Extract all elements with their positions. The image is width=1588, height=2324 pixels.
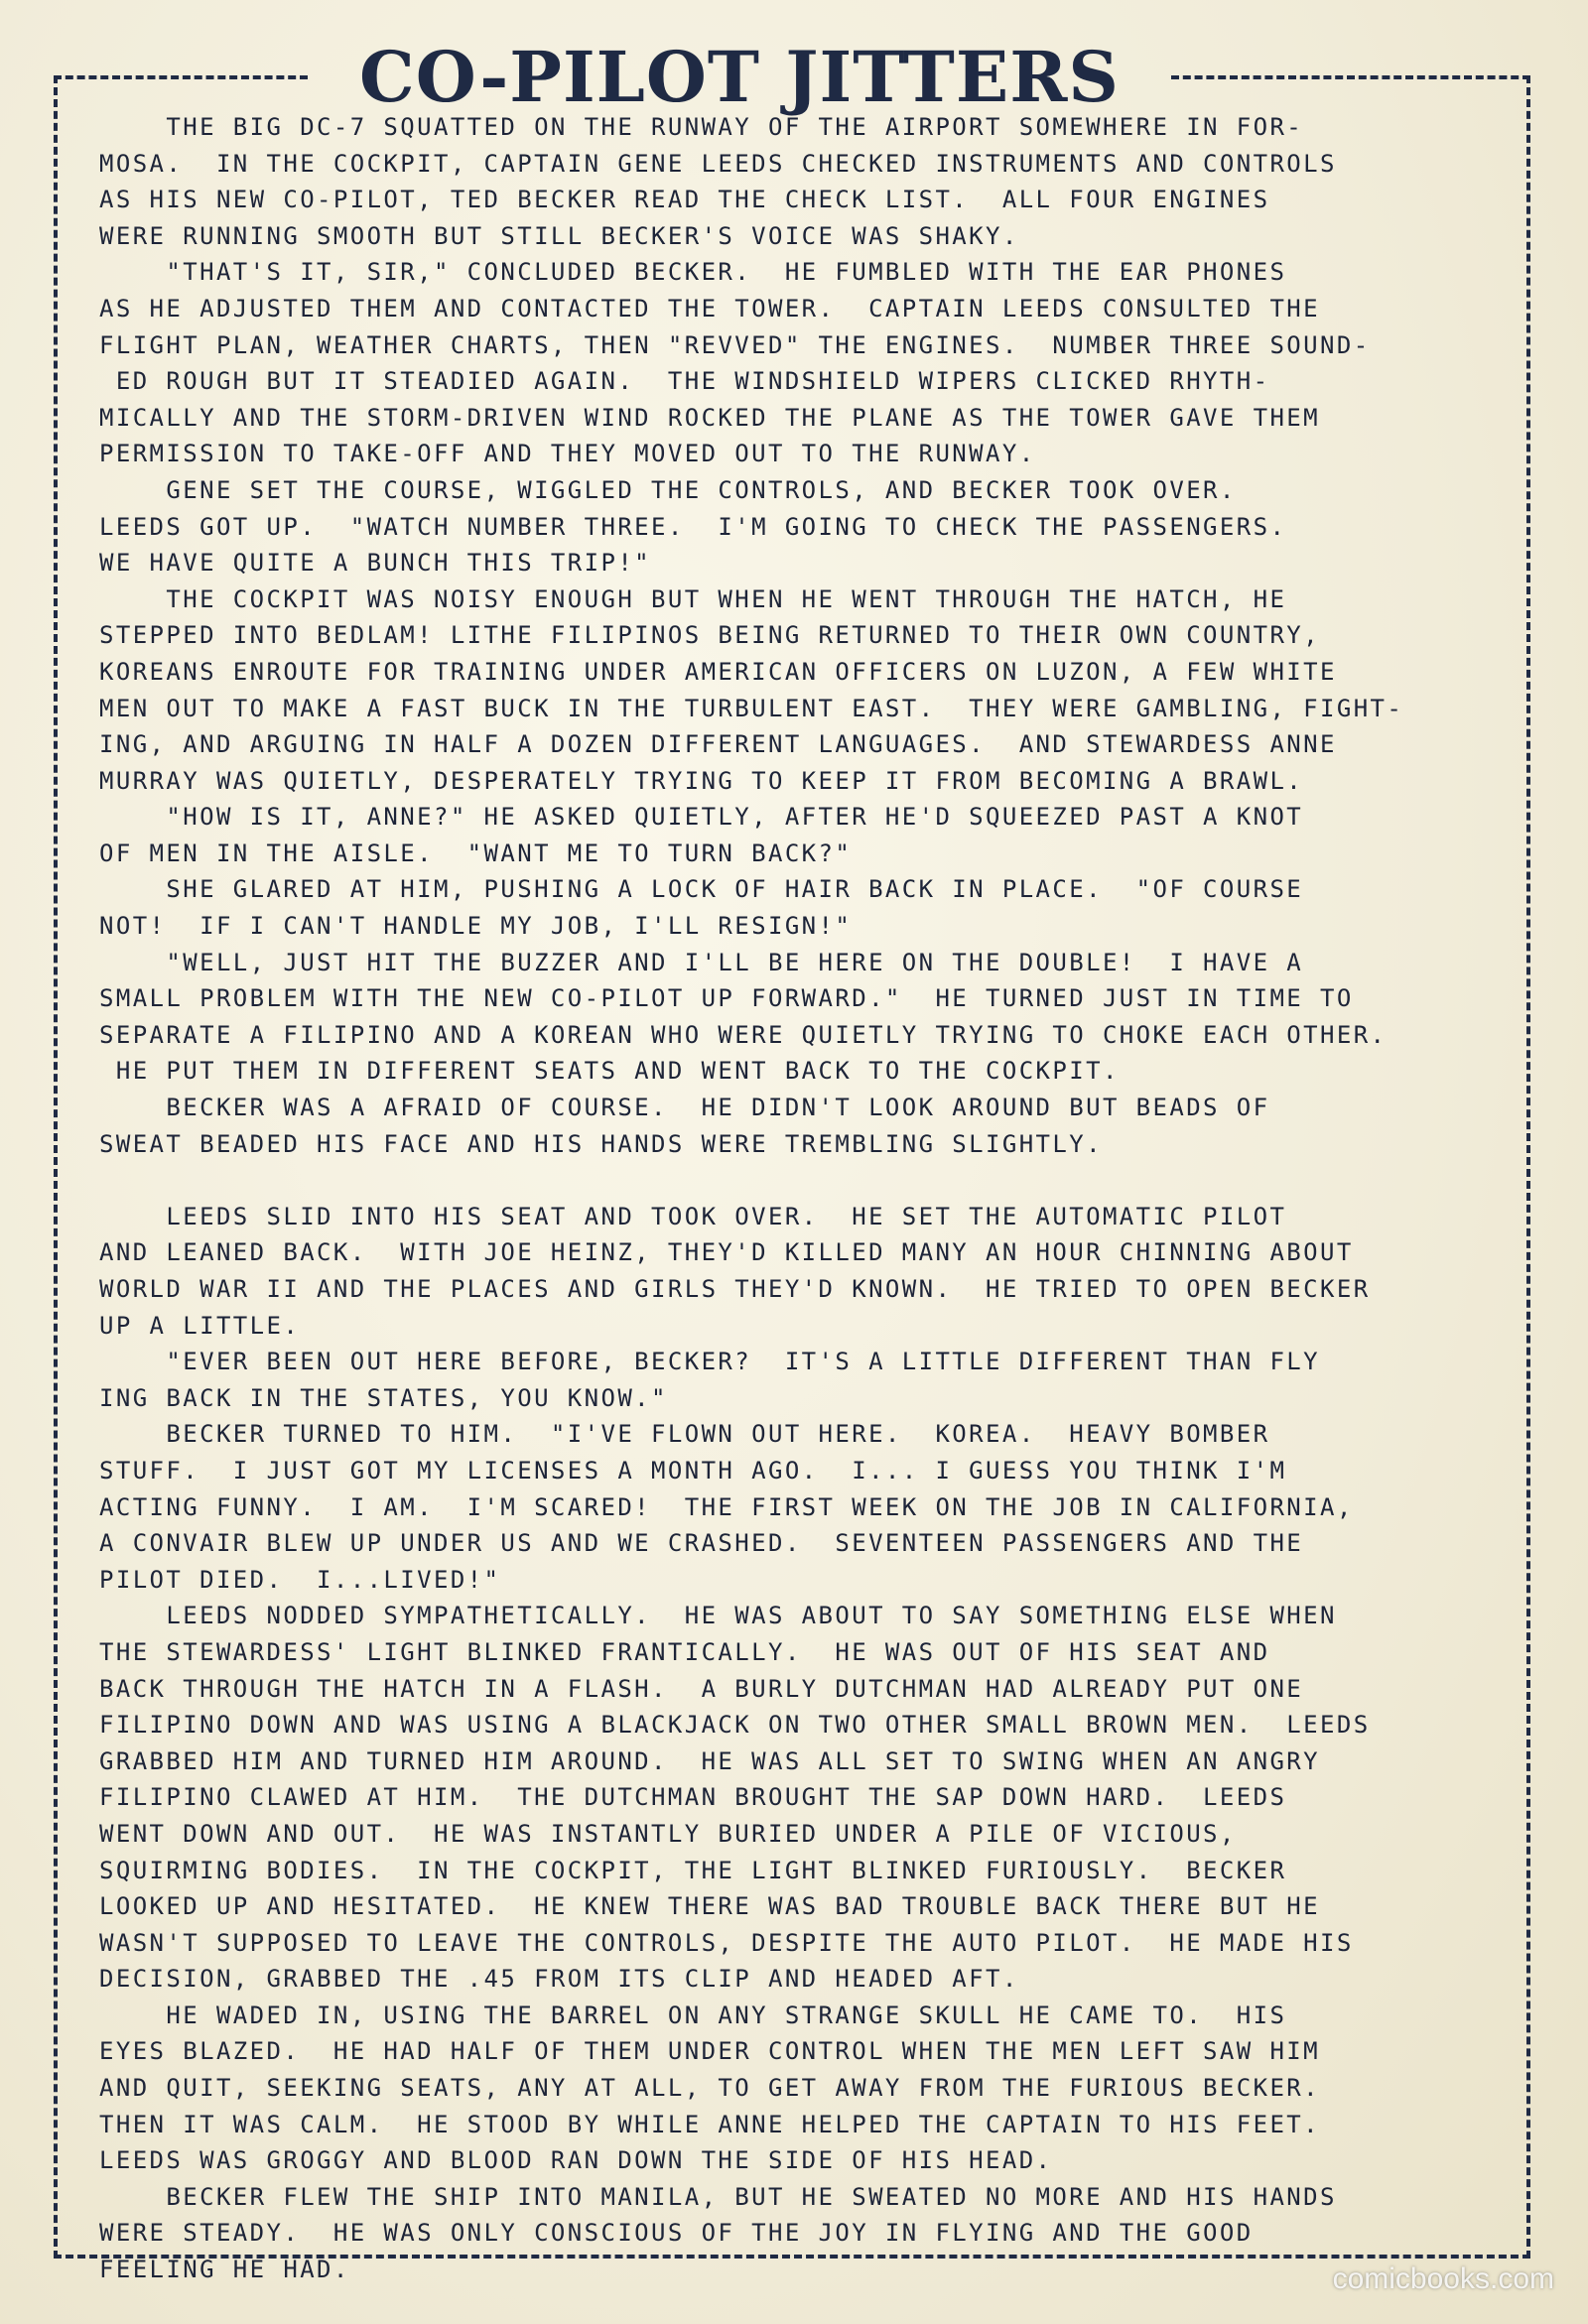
story-line: "HOW IS IT, ANNE?" HE ASKED QUIETLY, AFTER HE'D SQUEEZED PAST A KNOT <box>99 803 1304 832</box>
story-line: MURRAY WAS QUIETLY, DESPERATELY TRYING TO KEEP IT FROM BECOMING A BRAWL. <box>99 766 1304 795</box>
story-line: SWEAT BEADED HIS FACE AND HIS HANDS WERE TREMBLING SLIGHTLY. <box>99 1129 1103 1158</box>
dashed-border-top-right <box>1171 75 1530 79</box>
story-line: BECKER FLEW THE SHIP INTO MANILA, BUT HE SWEATED NO MORE AND HIS HANDS <box>99 2182 1337 2211</box>
story-line: FLIGHT PLAN, WEATHER CHARTS, THEN "REVVED" THE ENGINES. NUMBER THREE SOUND- <box>99 330 1371 359</box>
story-line: WERE STEADY. HE WAS ONLY CONSCIOUS OF THE JOY IN FLYING AND THE GOOD <box>99 2219 1254 2248</box>
story-line: UP A LITTLE. <box>99 1311 301 1340</box>
dashed-border-top-left <box>54 75 308 79</box>
story-line: LEEDS NODDED SYMPATHETICALLY. HE WAS ABOUT TO SAY SOMETHING ELSE WHEN <box>99 1602 1337 1630</box>
story-line: HE WADED IN, USING THE BARREL ON ANY STRANGE SKULL HE CAME TO. HIS <box>99 2001 1287 2029</box>
story-line: AND LEANED BACK. WITH JOE HEINZ, THEY'D KILLED MANY AN HOUR CHINNING ABOUT <box>99 1238 1354 1267</box>
story-line: LEEDS GOT UP. "WATCH NUMBER THREE. I'M GOING TO CHECK THE PASSENGERS. <box>99 512 1287 541</box>
story-line: THE BIG DC-7 SQUATTED ON THE RUNWAY OF THE AIRPORT SOMEWHERE IN FOR- <box>99 113 1304 141</box>
story-line: WENT DOWN AND OUT. HE WAS INSTANTLY BURIED UNDER A PILE OF VICIOUS, <box>99 1819 1237 1848</box>
story-line: "EVER BEEN OUT HERE BEFORE, BECKER? IT'S A LITTLE DIFFERENT THAN FLY <box>99 1348 1320 1376</box>
story-line: MICALLY AND THE STORM-DRIVEN WIND ROCKED THE PLANE AS THE TOWER GAVE THEM <box>99 403 1320 432</box>
story-line: ED ROUGH BUT IT STEADIED AGAIN. THE WINDSHIELD WIPERS CLICKED RHYTH- <box>99 367 1270 396</box>
site-watermark: comicbooks.com <box>1332 2262 1554 2295</box>
story-line: A CONVAIR BLEW UP UNDER US AND WE CRASHED. SEVENTEEN PASSENGERS AND THE <box>99 1529 1304 1558</box>
story-line: ING, AND ARGUING IN HALF A DOZEN DIFFERENT LANGUAGES. AND STEWARDESS ANNE <box>99 730 1337 759</box>
story-line: AS HIS NEW CO-PILOT, TED BECKER READ THE CHECK LIST. ALL FOUR ENGINES <box>99 186 1270 214</box>
story-line: THE STEWARDESS' LIGHT BLINKED FRANTICALLY. HE WAS OUT OF HIS SEAT AND <box>99 1637 1270 1666</box>
story-line: "THAT'S IT, SIR," CONCLUDED BECKER. HE FUMBLED WITH THE EAR PHONES <box>99 258 1287 287</box>
story-line: "WELL, JUST HIT THE BUZZER AND I'LL BE HERE ON THE DOUBLE! I HAVE A <box>99 948 1304 976</box>
story-line: NOT! IF I CAN'T HANDLE MY JOB, I'LL RESIGN!" <box>99 912 853 941</box>
story-line: THE COCKPIT WAS NOISY ENOUGH BUT WHEN HE WENT THROUGH THE HATCH, HE <box>99 584 1287 613</box>
story-line: AND QUIT, SEEKING SEATS, ANY AT ALL, TO GET AWAY FROM THE FURIOUS BECKER. <box>99 2074 1320 2103</box>
story-line: GENE SET THE COURSE, WIGGLED THE CONTROLS, AND BECKER TOOK OVER. <box>99 475 1237 504</box>
story-line: LOOKED UP AND HESITATED. HE KNEW THERE WAS BAD TROUBLE BACK THERE BUT HE <box>99 1892 1320 1921</box>
story-line: WERE RUNNING SMOOTH BUT STILL BECKER'S VOICE WAS SHAKY. <box>99 221 1019 250</box>
story-line: THEN IT WAS CALM. HE STOOD BY WHILE ANNE HELPED THE CAPTAIN TO HIS FEET. <box>99 2110 1320 2138</box>
story-line: LEEDS SLID INTO HIS SEAT AND TOOK OVER. HE SET THE AUTOMATIC PILOT <box>99 1202 1287 1230</box>
story-body <box>99 109 1489 2288</box>
story-line: EYES BLAZED. HE HAD HALF OF THEM UNDER CONTROL WHEN THE MEN LEFT SAW HIM <box>99 2037 1320 2066</box>
story-line: KOREANS ENROUTE FOR TRAINING UNDER AMERICAN OFFICERS ON LUZON, A FEW WHITE <box>99 657 1337 686</box>
story-line: SHE GLARED AT HIM, PUSHING A LOCK OF HAIR BACK IN PLACE. "OF COURSE <box>99 875 1304 904</box>
story-line: BECKER TURNED TO HIM. "I'VE FLOWN OUT HERE. KOREA. HEAVY BOMBER <box>99 1420 1270 1449</box>
story-line: BECKER WAS A AFRAID OF COURSE. HE DIDN'T LOOK AROUND BUT BEADS OF <box>99 1094 1270 1122</box>
story-line: FEELING HE HAD. <box>99 2256 350 2284</box>
story-line: PERMISSION TO TAKE-OFF AND THEY MOVED OUT TO THE RUNWAY. <box>99 440 1036 468</box>
story-title: CO-PILOT JITTERS <box>359 36 1120 118</box>
story-line: WASN'T SUPPOSED TO LEAVE THE CONTROLS, DESPITE THE AUTO PILOT. HE MADE HIS <box>99 1928 1354 1957</box>
story-line: SQUIRMING BODIES. IN THE COCKPIT, THE LIGHT BLINKED FURIOUSLY. BECKER <box>99 1856 1287 1884</box>
story-line <box>99 1162 1489 1199</box>
story-line: AS HE ADJUSTED THEM AND CONTACTED THE TOWER. CAPTAIN LEEDS CONSULTED THE <box>99 294 1320 323</box>
story-line: WE HAVE QUITE A BUNCH THIS TRIP!" <box>99 549 652 578</box>
story-line: WORLD WAR II AND THE PLACES AND GIRLS THEY'D KNOWN. HE TRIED TO OPEN BECKER <box>99 1275 1371 1303</box>
story-line: FILIPINO DOWN AND WAS USING A BLACKJACK ON TWO OTHER SMALL BROWN MEN. LEEDS <box>99 1711 1371 1740</box>
story-line: ACTING FUNNY. I AM. I'M SCARED! THE FIRST WEEK ON THE JOB IN CALIFORNIA, <box>99 1492 1354 1521</box>
story-line: STEPPED INTO BEDLAM! LITHE FILIPINOS BEING RETURNED TO THEIR OWN COUNTRY, <box>99 621 1320 650</box>
story-line: STUFF. I JUST GOT MY LICENSES A MONTH AGO. I... I GUESS YOU THINK I'M <box>99 1456 1287 1485</box>
story-line: ING BACK IN THE STATES, YOU KNOW." <box>99 1383 668 1412</box>
story-line: FILIPINO CLAWED AT HIM. THE DUTCHMAN BROUGHT THE SAP DOWN HARD. LEEDS <box>99 1783 1287 1812</box>
story-line: MOSA. IN THE COCKPIT, CAPTAIN GENE LEEDS CHECKED INSTRUMENTS AND CONTROLS <box>99 149 1337 178</box>
story-line: OF MEN IN THE AISLE. "WANT ME TO TURN BACK?" <box>99 839 853 867</box>
story-line: MEN OUT TO MAKE A FAST BUCK IN THE TURBULENT EAST. THEY WERE GAMBLING, FIGHT- <box>99 694 1404 722</box>
story-line: BACK THROUGH THE HATCH IN A FLASH. A BURLY DUTCHMAN HAD ALREADY PUT ONE <box>99 1674 1304 1703</box>
story-line: LEEDS WAS GROGGY AND BLOOD RAN DOWN THE SIDE OF HIS HEAD. <box>99 2146 1053 2175</box>
story-line: SMALL PROBLEM WITH THE NEW CO-PILOT UP FORWARD." HE TURNED JUST IN TIME TO <box>99 984 1354 1013</box>
story-line: SEPARATE A FILIPINO AND A KOREAN WHO WERE QUIETLY TRYING TO CHOKE EACH OTHER. <box>99 1020 1388 1049</box>
story-line: DECISION, GRABBED THE .45 FROM ITS CLIP AND HEADED AFT. <box>99 1965 1019 1994</box>
story-line: HE PUT THEM IN DIFFERENT SEATS AND WENT BACK TO THE COCKPIT. <box>99 1057 1120 1086</box>
story-line: GRABBED HIM AND TURNED HIM AROUND. HE WAS ALL SET TO SWING WHEN AN ANGRY <box>99 1746 1320 1775</box>
story-line: PILOT DIED. I...LIVED!" <box>99 1565 501 1594</box>
